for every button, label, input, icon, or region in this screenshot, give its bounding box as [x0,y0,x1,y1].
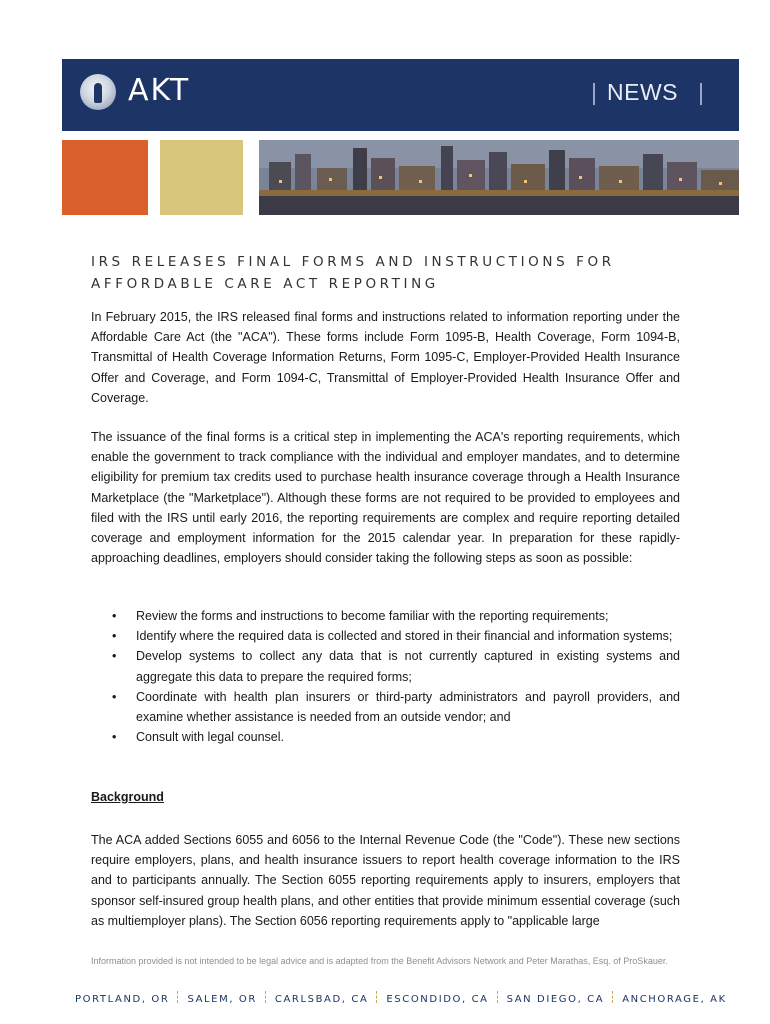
list-item: • Coordinate with health plan insurers or third-party administrators and payroll providers, and examine whether assistance is needed from an outside vendor; and [112,687,680,727]
list-item: • Develop systems to collect any data that is not currently captured in existing systems and aggregate this data to prepare the required forms; [112,646,680,686]
location-carlsbad: CARLSBAD, CA [274,994,369,1005]
news-divider-left [593,83,595,105]
akt-logo-mark [80,74,116,110]
paragraph-issuance: The issuance of the final forms is a critical step in implementing the ACA's reporting requirements, which enable the government to track compliance with the individual and employer mandates, and to determine eligibility for premium tax credits used to purchase health insurance coverage through a Health Insurance Marketplace (the "Marketplace"). Although these forms are not required to be provided to employees and filed with the IRS until early 2016, the reporting requirements are complex and require reporting detailed coverage and employment information for the 2015 calendar year. In preparation for these rapidly-approaching deadlines, employers should consider taking the following steps as soon as possible: [91,430,680,566]
orange-accent-block [62,140,148,215]
location-divider [177,991,179,1003]
tan-accent-block [160,140,243,215]
list-item: • Review the forms and instructions to become familiar with the reporting requirements; [112,606,680,626]
skyline-illustration [259,140,739,215]
location-anchorage: ANCHORAGE, AK [622,994,727,1005]
location-divider [376,991,378,1003]
news-divider-right [700,83,702,105]
location-escondido: ESCONDIDO, CA [386,994,489,1005]
background-heading: Background [91,790,164,804]
header-banner [62,59,739,131]
list-item: • Identify where the required data is collected and stored in their financial and information systems; [112,626,680,646]
article-title-line-2: AFFORDABLE CARE ACT REPORTING [91,276,439,292]
location-divider [265,991,267,1003]
office-locations [75,991,727,1007]
article-title-line-1: IRS RELEASES FINAL FORMS AND INSTRUCTIONS FOR [91,254,615,270]
article-title [91,251,681,295]
city-skyline-photo [259,140,739,215]
keyhole-icon [94,83,102,103]
location-divider [497,991,499,1003]
steps-list [112,606,680,747]
list-item: • Consult with legal counsel. [112,727,680,747]
paragraph-intro: In February 2015, the IRS released final forms and instructions related to information reporting under the Affordable Care Act (the "ACA"). These forms include Form 1095-B, Health Coverage, Form 1094-B, Transmittal of Health Coverage Information Returns, Form 1095-C, Employer-Provided Health Insurance Offer and Coverage, and Form 1094-C, Transmittal of Employer-Provided Health Insurance Offer and Coverage. [91,310,680,405]
location-portland: PORTLAND, OR [75,994,170,1005]
paragraph-background: The ACA added Sections 6055 and 6056 to the Internal Revenue Code (the "Code"). These new sections require employers, plans, and health insurance issuers to report health coverage information to the IRS and to participants annually. The Section 6055 reporting requirements apply to insurers, employers that sponsor self-insured group health plans, and other entities that provide minimum essential coverage (such as multiemployer plans). The Section 6056 reporting requirements apply to "applicable large [91,833,680,928]
logo-text: AKT [128,73,191,108]
news-label: NEWS [607,79,678,105]
location-san-diego: SAN DIEGO, CA [506,994,605,1005]
location-salem: SALEM, OR [187,994,257,1005]
footer-disclaimer: Information provided is not intended to be legal advice and is adapted from the Benefit Advisors Network and Peter Marathas, Esq. of ProSkauer. [91,956,668,966]
location-divider [612,991,614,1003]
